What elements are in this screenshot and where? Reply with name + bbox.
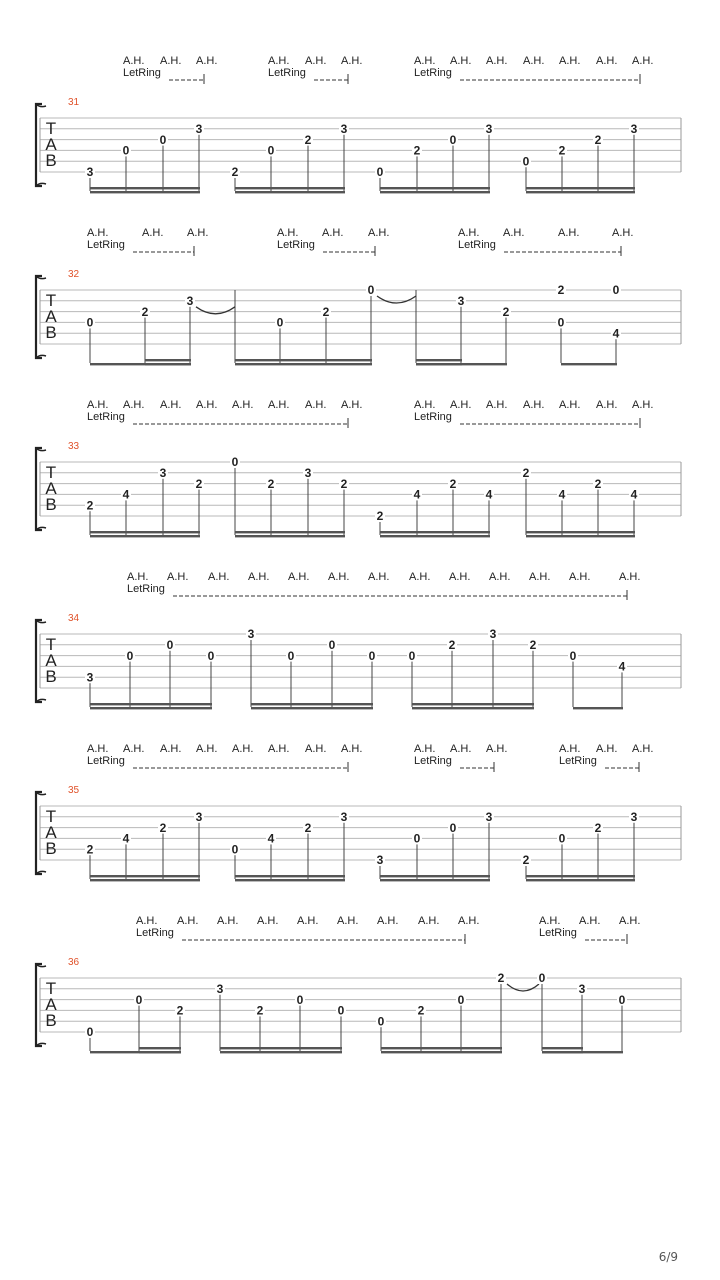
fret-number: 2 <box>322 304 330 319</box>
artificial-harmonic-mark: A.H. <box>486 55 508 67</box>
beam <box>235 187 345 189</box>
beam <box>139 1051 181 1053</box>
artificial-harmonic-mark: A.H. <box>160 55 182 67</box>
artificial-harmonic-mark: A.H. <box>337 915 359 927</box>
artificial-harmonic-mark: A.H. <box>232 399 254 411</box>
fret-number: 0 <box>368 648 376 663</box>
artificial-harmonic-mark: A.H. <box>619 915 641 927</box>
artificial-harmonic-mark: A.H. <box>268 743 290 755</box>
fret-number: 2 <box>231 165 239 180</box>
artificial-harmonic-mark: A.H. <box>217 915 239 927</box>
fret-number: 2 <box>413 143 421 158</box>
fret-number: 2 <box>86 498 94 513</box>
measure-number: 33 <box>68 441 80 452</box>
let-ring-label: LetRing <box>539 927 577 939</box>
beam <box>90 535 200 537</box>
tie-arc <box>377 296 416 303</box>
artificial-harmonic-mark: A.H. <box>612 227 634 239</box>
tab-clef-letter: A <box>45 135 57 154</box>
beam <box>90 191 200 193</box>
artificial-harmonic-mark: A.H. <box>458 227 480 239</box>
fret-number: 0 <box>135 992 143 1007</box>
beam <box>561 363 617 365</box>
fret-number: 3 <box>86 165 94 180</box>
let-ring-label: LetRing <box>414 755 452 767</box>
fret-number: 4 <box>122 487 130 502</box>
artificial-harmonic-mark: A.H. <box>277 227 299 239</box>
beam <box>90 531 200 533</box>
fret-number: 2 <box>141 304 149 319</box>
fret-number: 3 <box>86 670 94 685</box>
artificial-harmonic-mark: A.H. <box>328 571 350 583</box>
fret-number: 2 <box>449 476 457 491</box>
beam <box>526 531 635 533</box>
fret-number: 3 <box>457 294 465 308</box>
fret-number: 2 <box>594 132 602 147</box>
artificial-harmonic-mark: A.H. <box>341 399 363 411</box>
fret-number: 2 <box>529 638 537 652</box>
artificial-harmonic-mark: A.H. <box>377 915 399 927</box>
let-ring-label: LetRing <box>414 411 452 423</box>
tab-clef-letter: T <box>45 291 57 310</box>
artificial-harmonic-mark: A.H. <box>632 399 654 411</box>
tab-clef-letter: B <box>45 323 57 342</box>
fret-number: 0 <box>449 132 457 147</box>
artificial-harmonic-mark: A.H. <box>87 227 109 239</box>
tab-clef-letter: T <box>45 807 57 826</box>
artificial-harmonic-mark: A.H. <box>368 571 390 583</box>
system-bracket <box>36 104 42 186</box>
artificial-harmonic-mark: A.H. <box>529 571 551 583</box>
beam <box>251 703 373 705</box>
system-bracket <box>36 448 42 530</box>
fret-number: 3 <box>630 810 638 824</box>
fret-number: 2 <box>558 143 566 158</box>
fret-number: 0 <box>207 648 215 663</box>
tab-clef-letter: A <box>45 479 57 498</box>
fret-number: 0 <box>86 1025 94 1040</box>
fret-number: 4 <box>612 326 620 341</box>
artificial-harmonic-mark: A.H. <box>503 227 525 239</box>
artificial-harmonic-mark: A.H. <box>196 399 218 411</box>
artificial-harmonic-mark: A.H. <box>305 55 327 67</box>
fret-number: 3 <box>630 122 638 136</box>
fret-number: 2 <box>497 971 505 986</box>
beam <box>235 363 372 365</box>
let-ring-label: LetRing <box>136 927 174 939</box>
beam <box>380 535 490 537</box>
measure-number: 34 <box>68 613 80 624</box>
measure-number: 31 <box>68 97 80 108</box>
beam <box>526 535 635 537</box>
fret-number: 2 <box>340 476 348 491</box>
fret-number: 0 <box>86 315 94 330</box>
fret-number: 0 <box>267 143 275 158</box>
artificial-harmonic-mark: A.H. <box>489 571 511 583</box>
artificial-harmonic-mark: A.H. <box>305 399 327 411</box>
fret-number: 0 <box>231 455 239 470</box>
fret-number: 2 <box>448 638 456 652</box>
artificial-harmonic-mark: A.H. <box>177 915 199 927</box>
artificial-harmonic-mark: A.H. <box>449 571 471 583</box>
artificial-harmonic-mark: A.H. <box>450 399 472 411</box>
fret-number: 3 <box>216 982 224 996</box>
fret-number: 3 <box>159 466 167 480</box>
beam <box>526 875 635 877</box>
tab-clef-letter: A <box>45 995 57 1014</box>
tab-clef-letter: A <box>45 651 57 670</box>
fret-number: 0 <box>122 143 130 158</box>
fret-number: 0 <box>367 283 375 298</box>
beam <box>90 703 212 705</box>
fret-number: 2 <box>256 1003 264 1018</box>
artificial-harmonic-mark: A.H. <box>539 915 561 927</box>
let-ring-label: LetRing <box>559 755 597 767</box>
beam <box>542 1047 583 1049</box>
fret-number: 3 <box>247 627 255 642</box>
artificial-harmonic-mark: A.H. <box>559 743 581 755</box>
fret-number: 0 <box>377 1014 385 1029</box>
artificial-harmonic-mark: A.H. <box>559 55 581 67</box>
system-bracket <box>36 276 42 358</box>
tie-arc <box>507 984 539 991</box>
artificial-harmonic-mark: A.H. <box>450 55 472 67</box>
artificial-harmonic-mark: A.H. <box>196 55 218 67</box>
artificial-harmonic-mark: A.H. <box>414 399 436 411</box>
fret-number: 3 <box>485 122 493 136</box>
beam <box>380 875 490 877</box>
fret-number: 4 <box>413 487 421 502</box>
artificial-harmonic-mark: A.H. <box>87 743 109 755</box>
fret-number: 0 <box>159 132 167 147</box>
fret-number: 4 <box>122 831 130 846</box>
artificial-harmonic-mark: A.H. <box>559 399 581 411</box>
fret-number: 0 <box>337 1003 345 1018</box>
fret-number: 2 <box>176 1003 184 1018</box>
artificial-harmonic-mark: A.H. <box>248 571 270 583</box>
beam <box>381 1047 502 1049</box>
fret-number: 0 <box>287 648 295 663</box>
measure-number: 35 <box>68 785 80 796</box>
beam <box>90 707 212 709</box>
artificial-harmonic-mark: A.H. <box>123 55 145 67</box>
beam <box>235 535 345 537</box>
beam <box>380 879 490 881</box>
artificial-harmonic-mark: A.H. <box>596 743 618 755</box>
fret-number: 0 <box>126 648 134 663</box>
beam <box>412 707 534 709</box>
tab-clef-letter: T <box>45 119 57 138</box>
let-ring-label: LetRing <box>277 239 315 251</box>
fret-number: 0 <box>413 831 421 846</box>
artificial-harmonic-mark: A.H. <box>414 55 436 67</box>
fret-number: 0 <box>538 971 546 986</box>
artificial-harmonic-mark: A.H. <box>632 743 654 755</box>
beam <box>220 1047 342 1049</box>
artificial-harmonic-mark: A.H. <box>341 55 363 67</box>
artificial-harmonic-mark: A.H. <box>341 743 363 755</box>
artificial-harmonic-mark: A.H. <box>569 571 591 583</box>
artificial-harmonic-mark: A.H. <box>418 915 440 927</box>
tab-clef-letter: B <box>45 1011 57 1030</box>
artificial-harmonic-mark: A.H. <box>208 571 230 583</box>
fret-number: 2 <box>267 476 275 491</box>
tab-clef-letter: T <box>45 635 57 654</box>
fret-number: 4 <box>267 831 275 846</box>
artificial-harmonic-mark: A.H. <box>196 743 218 755</box>
fret-number: 2 <box>86 842 94 857</box>
fret-number: 2 <box>557 283 565 298</box>
beam <box>412 703 534 705</box>
fret-number: 3 <box>186 294 194 308</box>
beam <box>235 191 345 193</box>
artificial-harmonic-mark: A.H. <box>486 399 508 411</box>
artificial-harmonic-mark: A.H. <box>268 399 290 411</box>
beam <box>90 187 200 189</box>
fret-number: 0 <box>618 992 626 1007</box>
let-ring-label: LetRing <box>87 239 125 251</box>
fret-number: 2 <box>417 1003 425 1018</box>
let-ring-label: LetRing <box>458 239 496 251</box>
beam <box>90 879 200 881</box>
beam <box>235 359 372 361</box>
artificial-harmonic-mark: A.H. <box>305 743 327 755</box>
artificial-harmonic-mark: A.H. <box>368 227 390 239</box>
fret-number: 3 <box>578 982 586 996</box>
fret-number: 2 <box>304 820 312 835</box>
artificial-harmonic-mark: A.H. <box>160 743 182 755</box>
tab-clef-letter: T <box>45 979 57 998</box>
artificial-harmonic-mark: A.H. <box>322 227 344 239</box>
tab-clef-letter: B <box>45 151 57 170</box>
tab-clef-letter: B <box>45 667 57 686</box>
beam <box>542 1051 583 1053</box>
fret-number: 0 <box>612 283 620 298</box>
fret-number: 0 <box>408 648 416 663</box>
artificial-harmonic-mark: A.H. <box>123 743 145 755</box>
artificial-harmonic-mark: A.H. <box>619 571 641 583</box>
beam <box>235 879 345 881</box>
page-number: 6/9 <box>658 1250 678 1264</box>
artificial-harmonic-mark: A.H. <box>232 743 254 755</box>
fret-number: 3 <box>340 122 348 136</box>
fret-number: 0 <box>522 154 530 169</box>
fret-number: 3 <box>489 627 497 642</box>
beam <box>381 1051 502 1053</box>
beam <box>380 531 490 533</box>
fret-number: 4 <box>485 487 493 502</box>
beam <box>526 187 635 189</box>
fret-number: 0 <box>449 820 457 835</box>
fret-number: 2 <box>502 304 510 319</box>
fret-number: 2 <box>159 820 167 835</box>
beam <box>251 707 373 709</box>
fret-number: 0 <box>569 648 577 663</box>
fret-number: 0 <box>376 165 384 180</box>
beam <box>526 879 635 881</box>
artificial-harmonic-mark: A.H. <box>450 743 472 755</box>
fret-number: 0 <box>557 315 565 330</box>
fret-number: 4 <box>630 487 638 502</box>
fret-number: 3 <box>304 466 312 480</box>
artificial-harmonic-mark: A.H. <box>523 399 545 411</box>
artificial-harmonic-mark: A.H. <box>127 571 149 583</box>
artificial-harmonic-mark: A.H. <box>486 743 508 755</box>
let-ring-label: LetRing <box>414 67 452 79</box>
beam <box>145 359 191 361</box>
fret-number: 4 <box>618 659 626 674</box>
tab-clef-letter: T <box>45 463 57 482</box>
measure-number: 32 <box>68 269 80 280</box>
artificial-harmonic-mark: A.H. <box>167 571 189 583</box>
fret-number: 2 <box>304 132 312 147</box>
artificial-harmonic-mark: A.H. <box>596 399 618 411</box>
artificial-harmonic-mark: A.H. <box>596 55 618 67</box>
fret-number: 2 <box>376 509 384 524</box>
artificial-harmonic-mark: A.H. <box>87 399 109 411</box>
artificial-harmonic-mark: A.H. <box>409 571 431 583</box>
system-bracket <box>36 792 42 874</box>
artificial-harmonic-mark: A.H. <box>187 227 209 239</box>
fret-number: 0 <box>558 831 566 846</box>
fret-number: 0 <box>166 638 174 652</box>
fret-number: 4 <box>558 487 566 502</box>
artificial-harmonic-mark: A.H. <box>268 55 290 67</box>
artificial-harmonic-mark: A.H. <box>414 743 436 755</box>
beam <box>526 191 635 193</box>
fret-number: 3 <box>195 122 203 136</box>
artificial-harmonic-mark: A.H. <box>160 399 182 411</box>
artificial-harmonic-mark: A.H. <box>123 399 145 411</box>
artificial-harmonic-mark: A.H. <box>142 227 164 239</box>
beam <box>380 187 490 189</box>
artificial-harmonic-mark: A.H. <box>257 915 279 927</box>
fret-number: 2 <box>522 466 530 480</box>
artificial-harmonic-mark: A.H. <box>523 55 545 67</box>
beam <box>139 1047 181 1049</box>
beam <box>380 191 490 193</box>
artificial-harmonic-mark: A.H. <box>297 915 319 927</box>
fret-number: 2 <box>594 476 602 491</box>
fret-number: 3 <box>485 810 493 824</box>
artificial-harmonic-mark: A.H. <box>579 915 601 927</box>
let-ring-label: LetRing <box>87 411 125 423</box>
artificial-harmonic-mark: A.H. <box>632 55 654 67</box>
let-ring-label: LetRing <box>87 755 125 767</box>
beam <box>416 363 462 365</box>
fret-number: 2 <box>195 476 203 491</box>
system-bracket <box>36 964 42 1046</box>
fret-number: 0 <box>328 638 336 652</box>
beam <box>416 359 462 361</box>
fret-number: 2 <box>594 820 602 835</box>
let-ring-label: LetRing <box>127 583 165 595</box>
artificial-harmonic-mark: A.H. <box>558 227 580 239</box>
tie-arc <box>196 307 235 314</box>
fret-number: 3 <box>340 810 348 824</box>
fret-number: 0 <box>457 992 465 1007</box>
beam <box>220 1051 342 1053</box>
system-bracket <box>36 620 42 702</box>
tab-clef-letter: B <box>45 839 57 858</box>
measure-number: 36 <box>68 957 80 968</box>
beam <box>90 875 200 877</box>
fret-number: 2 <box>522 853 530 868</box>
beam <box>235 531 345 533</box>
artificial-harmonic-mark: A.H. <box>458 915 480 927</box>
fret-number: 3 <box>195 810 203 824</box>
artificial-harmonic-mark: A.H. <box>136 915 158 927</box>
let-ring-label: LetRing <box>268 67 306 79</box>
tab-clef-letter: A <box>45 307 57 326</box>
fret-number: 0 <box>231 842 239 857</box>
tab-clef-letter: B <box>45 495 57 514</box>
tab-clef-letter: A <box>45 823 57 842</box>
fret-number: 3 <box>376 853 384 868</box>
fret-number: 0 <box>276 315 284 330</box>
beam <box>573 707 623 709</box>
beam <box>145 363 191 365</box>
artificial-harmonic-mark: A.H. <box>288 571 310 583</box>
let-ring-label: LetRing <box>123 67 161 79</box>
fret-number: 0 <box>296 992 304 1007</box>
beam <box>235 875 345 877</box>
